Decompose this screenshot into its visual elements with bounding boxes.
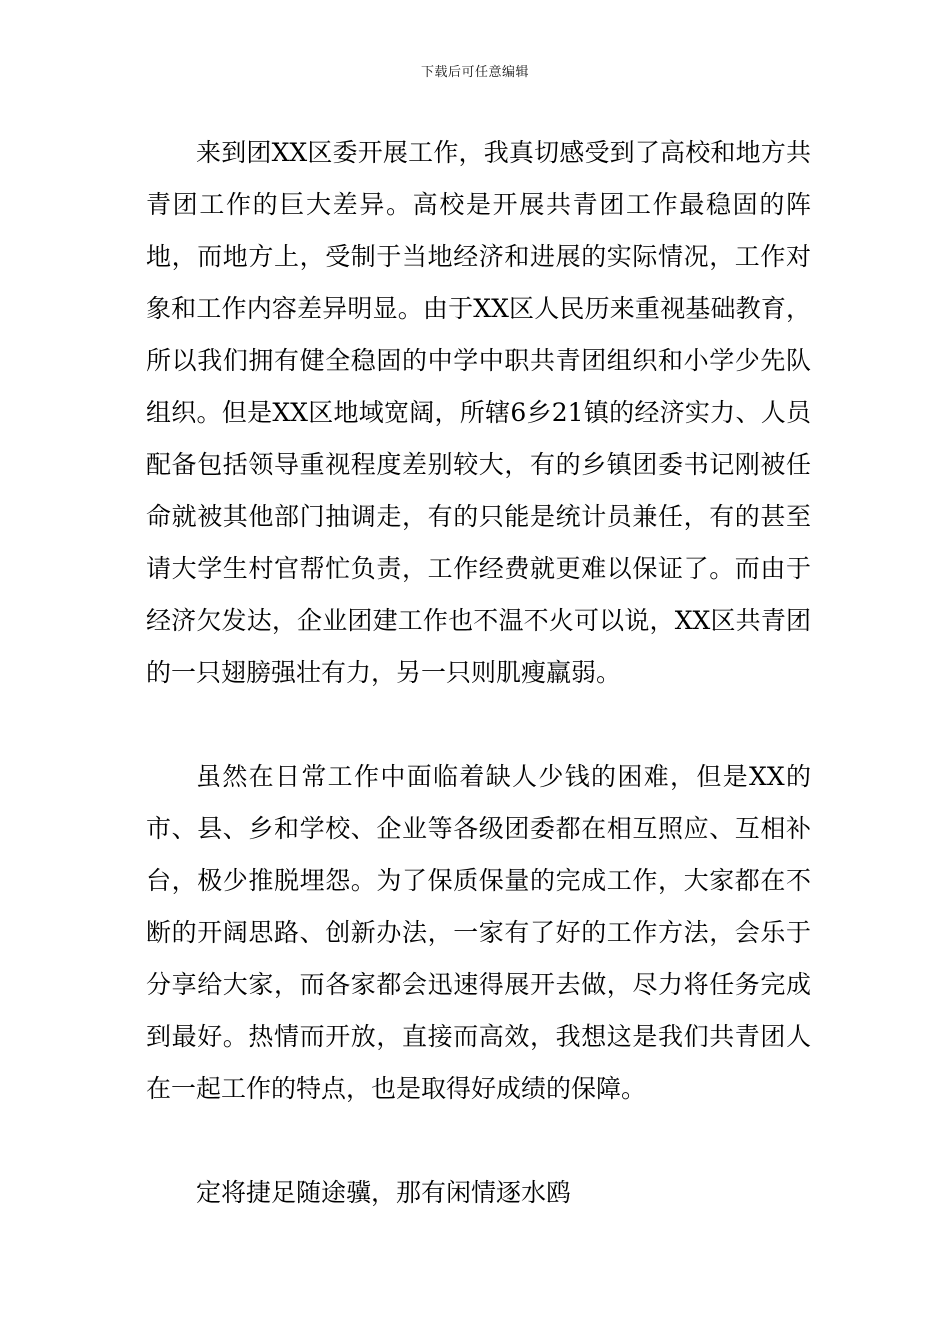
- page-header: 下载后可任意编辑: [420, 65, 529, 80]
- paragraph-3: 定将捷足随途骥，那有闲情逐水鸥: [196, 1178, 572, 1207]
- paragraph-1: 来到团XX区委开展工作，我真切感受到了高校和地方共青团工作的巨大差异。高校是开展共青团工作最稳固的阵地，而地方上，受制于当地经济和进展的实际情况，工作对象和工作内容差异明显。由于XX区人民历来重视基础教育，所以我们拥有健全稳固的中学中职共青团组织和小学少先队组织。但是XX区地域宽阔，所辖6乡21镇的经济实力、人员配备包括领导重视程度差别较大，有的乡镇团委书记刚被任命就被其他部门抽调走，有的只能是统计员兼任，有的甚至请大学生村官帮忙负责，工作经费就更难以保证了。而由于经济欠发达，企业团建工作也不温不火可以说，XX区共青团的一只翅膀强壮有力，另一只则肌瘦羸弱。: [146, 138, 811, 687]
- document-body: [146, 127, 811, 1219]
- paragraph-2: 虽然在日常工作中面临着缺人少钱的困难，但是XX的市、县、乡和学校、企业等各级团委都在相互照应、互相补台，极少推脱埋怨。为了保质保量的完成工作，大家都在不断的开阔思路、创新办法，一家有了好的工作方法，会乐于分享给大家，而各家都会迅速得展开去做，尽力将任务完成到最好。热情而开放，直接而高效，我想这是我们共青团人在一起工作的特点，也是取得好成绩的保障。: [146, 762, 811, 1103]
